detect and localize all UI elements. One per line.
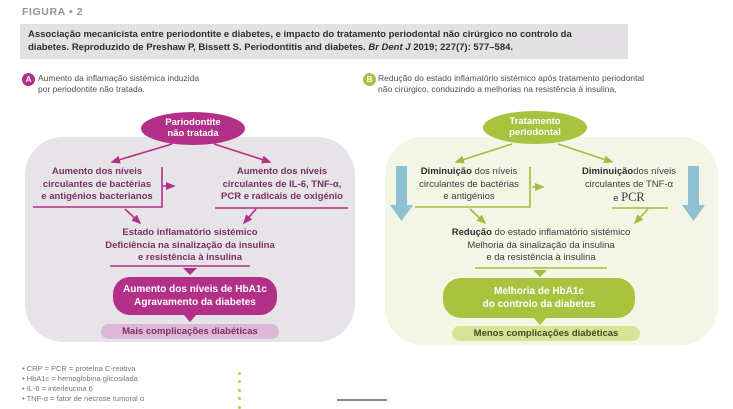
panel-a-outcome-line2: Agravamento da diabetes bbox=[134, 297, 256, 308]
panel-a-right-line1: Aumento dos níveis bbox=[236, 166, 328, 177]
panel-b-right-line1-rest: dos níveis bbox=[633, 166, 676, 177]
panel-a-left-line2: circulantes de bactérias bbox=[42, 178, 152, 190]
footnote-crp: • CRP = PCR = proteína C-reativa bbox=[22, 364, 136, 373]
panel-b-left-box bbox=[408, 166, 530, 204]
divider-line bbox=[337, 399, 387, 401]
panel-a-center-line3: e resistência à insulina bbox=[137, 252, 243, 263]
green-dot bbox=[238, 397, 241, 400]
panel-b-desc-line2: não cirúrgico, conduzindo a melhorias na resistência à insulina, bbox=[378, 84, 617, 94]
panel-b-right-lead: Diminuição bbox=[582, 166, 634, 177]
panel-a-description bbox=[38, 73, 199, 95]
panel-b-complications-pill: Menos complicações diabéticas bbox=[452, 326, 640, 341]
green-dot bbox=[238, 380, 241, 383]
panel-a-left-line1: Aumento dos níveis bbox=[51, 166, 143, 177]
panel-a-desc-line2: por periodontite não tratada. bbox=[38, 84, 145, 94]
caption-journal-italic: Br Dent J bbox=[368, 42, 411, 53]
panel-b-right-line3-serif: PCR bbox=[621, 190, 645, 204]
caption-line2: diabetes. Reproduzido de Preshaw P, Bissett S. Periodontitis and diabetes. bbox=[28, 42, 369, 53]
panel-b-description bbox=[378, 73, 644, 95]
footnote-il6: • IL-6 = interleucina 6 bbox=[22, 384, 93, 393]
panel-b-left-line1-rest: dos níveis bbox=[471, 166, 518, 177]
panel-b-left-line3: e antigénios bbox=[443, 191, 495, 202]
green-dot bbox=[238, 372, 241, 375]
panel-b-ellipse-line2: periodontal bbox=[509, 127, 561, 138]
panel-a-right-box bbox=[212, 166, 352, 204]
panel-b-right-box bbox=[570, 166, 688, 206]
panel-a-complications-pill: Mais complicações diabéticas bbox=[101, 324, 279, 339]
panel-a-left-line3: e antigénios bacterianos bbox=[41, 191, 153, 202]
footnote-hba1c: • HbA1c = hemoglobina glicosilada bbox=[22, 374, 138, 383]
panel-b-outcome-line1: Melhoria de HbA1c bbox=[493, 286, 585, 297]
panel-a-center-text bbox=[90, 227, 290, 265]
panel-b-center-line2: Melhoria da sinalização da insulina bbox=[467, 239, 615, 251]
panel-a-outcome-box bbox=[113, 277, 277, 315]
panel-b-outcome-box bbox=[443, 278, 635, 318]
panel-a-left-box bbox=[30, 166, 164, 204]
green-dot bbox=[238, 389, 241, 392]
panel-b-badge: B bbox=[363, 73, 376, 86]
panel-a-right-line2: circulantes de IL-6, TNF-α, bbox=[222, 178, 342, 190]
panel-b-root-ellipse bbox=[483, 111, 587, 144]
panel-a-center-line1: Estado inflamatório sistémico bbox=[122, 227, 258, 238]
panel-b-desc-line1: Redução do estado inflamatório sistémico após tratamento periodontal bbox=[378, 73, 645, 83]
panel-b-right-line2: circulantes de TNF-α bbox=[584, 178, 674, 190]
panel-b-center-text bbox=[440, 227, 642, 265]
caption-line1: Associação mecanicista entre periodontite e diabetes, e impacto do tratamento periodontal não cirúrgico no controlo da bbox=[28, 29, 572, 40]
panel-b-ellipse-line1: Tratamento bbox=[509, 116, 561, 127]
panel-b-left-lead: Diminuição bbox=[420, 166, 472, 177]
panel-b-center-line1-rest: do estado inflamatório sistémico bbox=[491, 227, 631, 238]
panel-a-ellipse-line2: não tratada bbox=[167, 128, 219, 139]
panel-a-right-line3: PCR e radicais de oxigénio bbox=[221, 191, 343, 202]
figure-label: FIGURA • 2 bbox=[22, 6, 84, 18]
panel-b-left-line2: circulantes de bactérias bbox=[419, 178, 519, 190]
panel-b-center-line3: e da resistência à insulina bbox=[486, 252, 596, 263]
panel-a-outcome-line1: Aumento dos níveis de HbA1c bbox=[123, 284, 267, 295]
panel-a-center-line2: Deficiência na sinalização da insulina bbox=[105, 239, 275, 251]
panel-a-desc-line1: Aumento da inflamação sistémica induzida bbox=[38, 73, 200, 83]
caption-source-rest: 2019; 227(7): 577–584. bbox=[410, 42, 514, 53]
panel-a-ellipse-line1: Pariodontite bbox=[165, 117, 221, 128]
panel-b-outcome-line2: do controlo da diabetes bbox=[482, 299, 596, 310]
footnote-tnf: • TNF-α = fator de necrose tumoral α bbox=[22, 394, 145, 403]
panel-b-right-line3-plain: e bbox=[613, 193, 622, 204]
panel-b-center-lead: Redução bbox=[451, 227, 492, 238]
footnotes bbox=[22, 364, 144, 404]
panel-a-root-ellipse bbox=[141, 112, 245, 145]
figure-caption bbox=[20, 24, 628, 59]
panel-a-badge: A bbox=[22, 73, 35, 86]
